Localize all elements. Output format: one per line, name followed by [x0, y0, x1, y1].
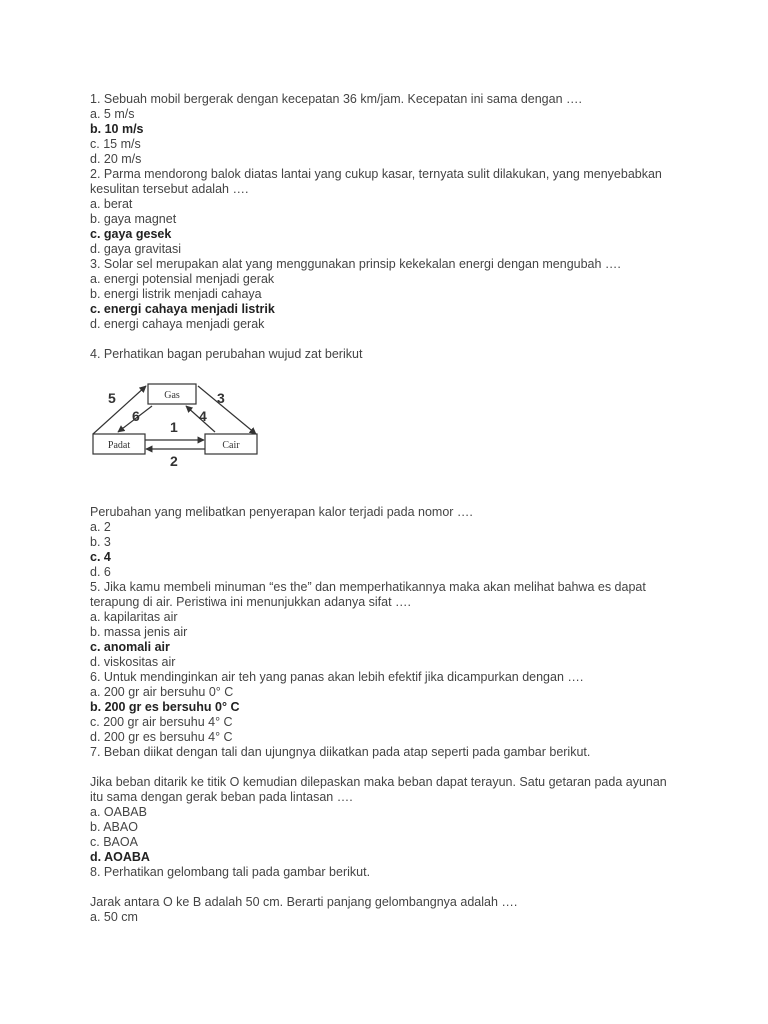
q4-option-c-answer: c. 4: [90, 550, 111, 564]
quiz-content: [90, 92, 690, 925]
question-7: 7. Beban diikat dengan tali dan ujungnya diikatkan pada atap seperti pada gambar berikut.: [90, 745, 591, 759]
spacer: [90, 332, 690, 347]
cair-label: Cair: [222, 440, 240, 451]
question-4-intro: 4. Perhatikan bagan perubahan wujud zat berikut: [90, 347, 363, 361]
label-3: 3: [217, 390, 225, 406]
q5-option-a: a. kapilaritas air: [90, 610, 178, 624]
q3-option-d: d. energi cahaya menjadi gerak: [90, 317, 265, 331]
question-8-para: Jarak antara O ke B adalah 50 cm. Berarti panjang gelombangnya adalah ….: [90, 895, 518, 909]
q6-option-a: a. 200 gr air bersuhu 0° C: [90, 685, 234, 699]
q3-option-a: a. energi potensial menjadi gerak: [90, 272, 275, 286]
q4-option-a: a. 2: [90, 520, 111, 534]
q7-option-c: c. BAOA: [90, 835, 138, 849]
label-1: 1: [170, 419, 178, 435]
question-2-line-2: kesulitan tersebut adalah ….: [90, 182, 249, 196]
label-2: 2: [170, 453, 178, 469]
q5-option-d: d. viskositas air: [90, 655, 176, 669]
question-8: 8. Perhatikan gelombang tali pada gambar berikut.: [90, 865, 371, 879]
q3-option-b: b. energi listrik menjadi cahaya: [90, 287, 262, 301]
q5-option-b: b. massa jenis air: [90, 625, 188, 639]
q6-option-c: c. 200 gr air bersuhu 4° C: [90, 715, 233, 729]
question-3: 3. Solar sel merupakan alat yang menggunakan prinsip kekekalan energi dengan mengubah ….: [90, 257, 621, 271]
spacer: [90, 880, 690, 895]
question-7-para-line-2: itu sama dengan gerak beban pada lintasan ….: [90, 790, 353, 804]
q4-option-d: d. 6: [90, 565, 111, 579]
q1-option-a: a. 5 m/s: [90, 107, 135, 121]
q2-option-c-answer: c. gaya gesek: [90, 227, 172, 241]
padat-label: Padat: [107, 440, 131, 451]
q6-option-b-answer: b. 200 gr es bersuhu 0° C: [90, 700, 240, 714]
question-5-line-1: 5. Jika kamu membeli minuman “es the” dan memperhatikannya maka akan melihat bahwa es dapat: [90, 580, 646, 594]
question-5-line-2: terapung di air. Peristiwa ini menunjukkan adanya sifat ….: [90, 595, 412, 609]
q4-option-b: b. 3: [90, 535, 111, 549]
q1-option-d: d. 20 m/s: [90, 152, 142, 166]
q8-option-a: a. 50 cm: [90, 910, 138, 924]
q2-option-b: b. gaya magnet: [90, 212, 177, 226]
label-6: 6: [132, 408, 140, 424]
label-4: 4: [199, 408, 207, 424]
question-2-line-1: 2. Parma mendorong balok diatas lantai yang cukup kasar, ternyata sulit dilakukan, yang menyebabkan: [90, 167, 662, 181]
q1-option-b-answer: b. 10 m/s: [90, 122, 144, 136]
q3-option-c-answer: c. energi cahaya menjadi listrik: [90, 302, 275, 316]
question-7-para-line-1: Jika beban ditarik ke titik O kemudian dilepaskan maka beban dapat terayun. Satu getaran pada ayunan: [90, 775, 667, 789]
q7-option-b: b. ABAO: [90, 820, 138, 834]
question-1: 1. Sebuah mobil bergerak dengan kecepatan 36 km/jam. Kecepatan ini sama dengan ….: [90, 92, 582, 106]
phase-change-diagram: [90, 374, 260, 470]
spacer: [90, 760, 690, 775]
q2-option-a: a. berat: [90, 197, 133, 211]
spacer: [90, 470, 690, 485]
q5-option-c-answer: c. anomali air: [90, 640, 170, 654]
gas-label: Gas: [164, 390, 180, 401]
q6-option-d: d. 200 gr es bersuhu 4° C: [90, 730, 233, 744]
label-5: 5: [108, 390, 116, 406]
q7-option-d-answer: d. AOABA: [90, 850, 150, 864]
q1-option-c: c. 15 m/s: [90, 137, 141, 151]
spacer: [90, 485, 690, 500]
question-4: Perubahan yang melibatkan penyerapan kalor terjadi pada nomor ….: [90, 505, 473, 519]
question-6: 6. Untuk mendinginkan air teh yang panas akan lebih efektif jika dicampurkan dengan ….: [90, 670, 584, 684]
q7-option-a: a. OABAB: [90, 805, 147, 819]
q2-option-d: d. gaya gravitasi: [90, 242, 182, 256]
